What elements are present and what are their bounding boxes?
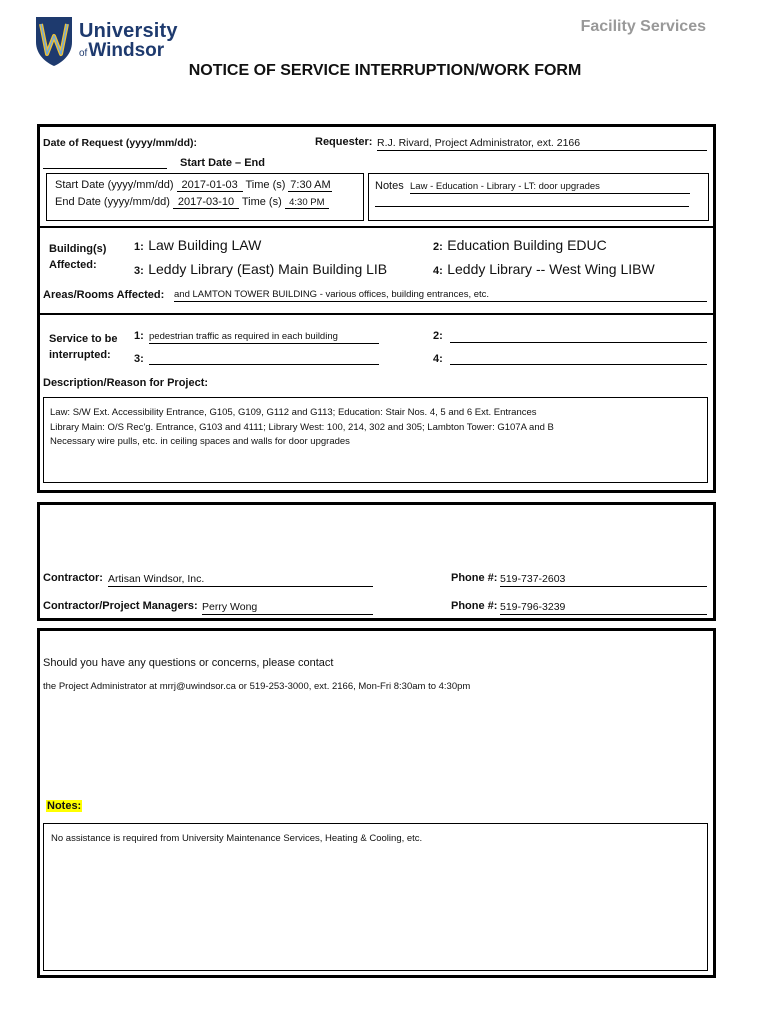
section-divider [37,313,716,315]
start-end-label: Start Date – End [180,157,265,169]
end-date-row: End Date (yyyy/mm/dd) 2017-03-10 Time (s) 4:30 PM [55,196,329,209]
areas-rooms-field[interactable]: and LAMTON TOWER BUILDING - various offices, building entrances, etc. [174,289,707,302]
notes-field[interactable]: Law - Education - Library - LT: door upgrades [410,181,690,194]
buildings-label: Building(s) Affected: [49,243,107,271]
phone-1-field[interactable]: 519-737-2603 [500,573,707,587]
notes-heading: Notes: [47,800,82,812]
start-date-field[interactable]: 2017-01-03 [177,179,243,192]
areas-rooms-label: Areas/Rooms Affected: [43,289,165,301]
department-name: Facility Services [580,18,706,35]
end-time-field[interactable]: 4:30 PM [285,197,329,209]
service-1-field[interactable]: pedestrian traffic as required in each building [149,331,379,344]
service-3-field[interactable] [149,364,379,365]
project-managers-field[interactable]: Perry Wong [202,601,373,615]
description-text: Law: S/W Ext. Accessibility Entrance, G105, G109, G112 and G113; Education: Stair Nos. 4, 5 and 6 Ext. Entrances Library Main: O/S Rec'g. Entrance, G103 and 4111; Library West: 100, 214, 302 and 305; Lambton Tower: G107A and B Necessary wire pulls, etc. in ceiling spaces and walls for door upgrades [50,407,554,447]
logo-text-windsor: ofWindsor [79,40,165,61]
requester-label: Requester: [315,136,373,148]
requester-field[interactable]: R.J. Rivard, Project Administrator, ext. 2166 [377,137,707,151]
end-date-field[interactable]: 2017-03-10 [173,196,239,209]
start-date-row: Start Date (yyyy/mm/dd) 2017-01-03 Time (s) 7:30 AM [55,179,331,191]
bottom-notes-text: No assistance is required from University Maintenance Services, Heating & Cooling, etc. [51,833,423,844]
building-3: 3: Leddy Library (East) Main Building LIB [134,261,388,277]
form-title: NOTICE OF SERVICE INTERRUPTION/WORK FORM [188,62,582,79]
contractor-label: Contractor: [43,572,103,584]
building-2: 2: Education Building EDUC [433,237,607,253]
notes-field-line2[interactable] [375,206,689,207]
date-of-request-label: Date of Request (yyyy/mm/dd): [43,137,198,149]
contact-line-2: the Project Administrator at mrrj@uwindsor.ca or 519-253-3000, ext. 2166, Mon-Fri 8:30am to 4:30pm [43,681,471,692]
contractor-field[interactable]: Artisan Windsor, Inc. [108,573,373,587]
service-2-num: 2: [433,330,443,342]
phone-1-label: Phone #: [451,572,498,584]
logo-text-university: University [79,20,178,42]
phone-2-field[interactable]: 519-796-3239 [500,601,707,615]
bottom-notes-box[interactable] [43,823,708,971]
notes-label: Notes [375,180,404,192]
service-label: Service to be interrupted: [49,333,118,361]
building-1: 1: Law Building LAW [134,237,262,253]
service-4-field[interactable] [450,364,707,365]
service-2-field[interactable] [450,342,707,343]
date-of-request-field[interactable] [43,168,167,169]
section-divider [37,226,716,228]
university-shield-logo [33,14,75,68]
start-time-field[interactable]: 7:30 AM [290,179,331,191]
description-label: Description/Reason for Project: [43,377,209,389]
building-4: 4: Leddy Library -- West Wing LIBW [433,261,655,277]
project-managers-label: Contractor/Project Managers: [43,600,198,612]
service-3-num: 3: [134,353,144,365]
service-4-num: 4: [433,353,443,365]
service-1-num: 1: [134,330,144,342]
phone-2-label: Phone #: [451,600,498,612]
contact-line-1: Should you have any questions or concerns, please contact [43,657,334,669]
